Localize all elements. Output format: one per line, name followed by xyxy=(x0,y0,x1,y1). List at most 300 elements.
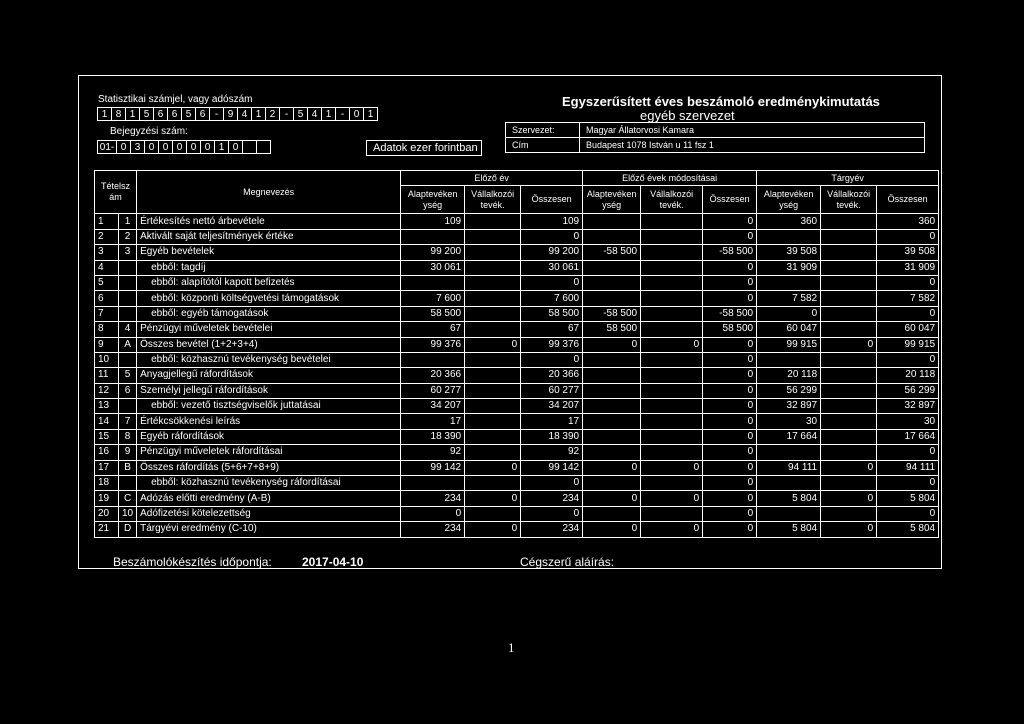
value-cell: 32 897 xyxy=(877,399,939,414)
registration-label: Bejegyzési szám: xyxy=(110,126,188,137)
value-cell: 99 200 xyxy=(401,245,465,260)
value-cell: 109 xyxy=(401,214,465,229)
table-row xyxy=(95,260,939,275)
value-cell: 60 277 xyxy=(521,383,583,398)
digit-box: 0 xyxy=(228,140,243,154)
subheader-business-activity: Vállalkozói tevék. xyxy=(641,186,703,214)
digit-box: 0 xyxy=(200,140,215,154)
value-cell xyxy=(821,275,877,290)
row-code xyxy=(119,352,137,367)
value-cell: 34 207 xyxy=(521,399,583,414)
table-row xyxy=(95,245,939,260)
value-cell: 234 xyxy=(401,491,465,506)
value-cell: 34 207 xyxy=(401,399,465,414)
row-description: Összes bevétel (1+2+3+4) xyxy=(137,337,401,352)
row-code: 7 xyxy=(119,414,137,429)
value-cell xyxy=(465,275,521,290)
row-description: Aktivált saját teljesítmények értéke xyxy=(137,229,401,244)
value-cell: 7 582 xyxy=(757,291,821,306)
value-cell xyxy=(757,445,821,460)
value-cell: 0 xyxy=(703,460,757,475)
digit-box xyxy=(256,140,271,154)
value-cell: 39 508 xyxy=(877,245,939,260)
value-cell: 5 804 xyxy=(877,522,939,537)
value-cell: 31 909 xyxy=(757,260,821,275)
value-cell xyxy=(465,245,521,260)
value-cell: 0 xyxy=(703,383,757,398)
table-row xyxy=(95,460,939,475)
value-cell xyxy=(401,352,465,367)
value-cell: 18 390 xyxy=(401,429,465,444)
value-cell: 0 xyxy=(703,399,757,414)
value-cell xyxy=(465,368,521,383)
value-cell xyxy=(821,476,877,491)
row-description: Személyi jellegű ráfordítások xyxy=(137,383,401,398)
value-cell: 0 xyxy=(703,275,757,290)
value-cell xyxy=(465,306,521,321)
row-description: Összes ráfordítás (5+6+7+8+9) xyxy=(137,460,401,475)
date-label: Beszámolókészítés időpontja: xyxy=(113,555,272,569)
value-cell xyxy=(465,229,521,244)
value-cell: 0 xyxy=(703,229,757,244)
value-cell: 7 582 xyxy=(877,291,939,306)
value-cell xyxy=(583,260,641,275)
row-code: 9 xyxy=(119,445,137,460)
row-number: 1 xyxy=(95,214,119,229)
value-cell: 94 111 xyxy=(877,460,939,475)
value-cell: 0 xyxy=(703,476,757,491)
value-cell xyxy=(641,476,703,491)
date-value: 2017-04-10 xyxy=(302,555,364,569)
value-cell: 60 047 xyxy=(757,322,821,337)
value-cell: 5 804 xyxy=(757,491,821,506)
row-number: 17 xyxy=(95,460,119,475)
digit-box: 1 xyxy=(214,140,229,154)
value-cell: 0 xyxy=(641,491,703,506)
digit-box: 6 xyxy=(153,107,168,121)
value-cell: 56 299 xyxy=(757,383,821,398)
digit-box: 9 xyxy=(223,107,238,121)
table-row xyxy=(95,229,939,244)
value-cell: 0 xyxy=(877,476,939,491)
value-cell: 0 xyxy=(877,229,939,244)
value-cell: 0 xyxy=(703,260,757,275)
value-cell: 60 047 xyxy=(877,322,939,337)
value-cell: 0 xyxy=(821,460,877,475)
row-description: Adózás előtti eredmény (A-B) xyxy=(137,491,401,506)
row-code xyxy=(119,476,137,491)
value-cell: 99 142 xyxy=(521,460,583,475)
digit-box: 0 xyxy=(349,107,364,121)
table-row xyxy=(95,383,939,398)
table-row xyxy=(95,506,939,521)
value-cell: 0 xyxy=(703,337,757,352)
value-cell: 58 500 xyxy=(703,322,757,337)
value-cell: 0 xyxy=(465,337,521,352)
row-code: 10 xyxy=(119,506,137,521)
row-code xyxy=(119,291,137,306)
row-number: 14 xyxy=(95,414,119,429)
row-code: B xyxy=(119,460,137,475)
address-value: Budapest 1078 István u 11 fsz 1 xyxy=(586,140,714,150)
value-cell: 109 xyxy=(521,214,583,229)
value-cell: 0 xyxy=(521,506,583,521)
value-cell xyxy=(401,275,465,290)
value-cell: 0 xyxy=(583,491,641,506)
digit-box: 4 xyxy=(307,107,322,121)
value-cell: 0 xyxy=(641,460,703,475)
header-item-number: Tételsz ám xyxy=(95,171,137,214)
digit-box: 4 xyxy=(237,107,252,121)
value-cell xyxy=(821,445,877,460)
value-cell xyxy=(641,275,703,290)
digit-box: 5 xyxy=(139,107,154,121)
value-cell xyxy=(757,229,821,244)
value-cell xyxy=(583,368,641,383)
digit-box: 5 xyxy=(293,107,308,121)
table-row xyxy=(95,429,939,444)
value-cell: 92 xyxy=(401,445,465,460)
row-number: 4 xyxy=(95,260,119,275)
row-description: Egyéb ráfordítások xyxy=(137,429,401,444)
row-description: ebből: tagdíj xyxy=(137,260,401,275)
organization-row xyxy=(505,122,925,138)
value-cell: 0 xyxy=(465,522,521,537)
value-cell xyxy=(401,476,465,491)
value-cell: 94 111 xyxy=(757,460,821,475)
value-cell: 0 xyxy=(877,275,939,290)
value-cell xyxy=(821,245,877,260)
value-cell xyxy=(465,399,521,414)
unit-label: Adatok ezer forintban xyxy=(366,140,482,156)
value-cell: 0 xyxy=(821,491,877,506)
signature-label: Cégszerű aláírás: xyxy=(520,555,615,569)
value-cell xyxy=(583,429,641,444)
subheader-core-activity: Alaptevéken ység xyxy=(583,186,641,214)
value-cell: 5 804 xyxy=(877,491,939,506)
row-number: 13 xyxy=(95,399,119,414)
value-cell: 0 xyxy=(521,476,583,491)
value-cell xyxy=(757,275,821,290)
value-cell xyxy=(821,214,877,229)
value-cell xyxy=(583,399,641,414)
value-cell xyxy=(583,414,641,429)
value-cell xyxy=(641,245,703,260)
digit-box: 1 xyxy=(363,107,378,121)
value-cell: 99 915 xyxy=(877,337,939,352)
subheader-total: Összesen xyxy=(877,186,939,214)
digit-box: 01- xyxy=(97,140,117,154)
organization-value: Magyar Állatorvosi Kamara xyxy=(586,125,695,135)
value-cell xyxy=(583,445,641,460)
value-cell: 0 xyxy=(703,368,757,383)
table-row xyxy=(95,214,939,229)
value-cell xyxy=(757,476,821,491)
row-description: Pénzügyi műveletek ráfordításai xyxy=(137,445,401,460)
row-description: ebből: közhasznú tevékenység bevételei xyxy=(137,352,401,367)
value-cell: 5 804 xyxy=(757,522,821,537)
table-row xyxy=(95,322,939,337)
value-cell xyxy=(821,414,877,429)
value-cell xyxy=(641,229,703,244)
address-row xyxy=(505,137,925,153)
value-cell: 30 xyxy=(877,414,939,429)
value-cell xyxy=(465,352,521,367)
value-cell xyxy=(641,383,703,398)
value-cell: 0 xyxy=(521,352,583,367)
value-cell xyxy=(401,229,465,244)
value-cell xyxy=(583,229,641,244)
value-cell: 39 508 xyxy=(757,245,821,260)
value-cell xyxy=(465,506,521,521)
stat-number-digits xyxy=(98,107,378,121)
subheader-business-activity: Vállalkozói tevék. xyxy=(821,186,877,214)
value-cell: 0 xyxy=(703,414,757,429)
row-code: C xyxy=(119,491,137,506)
value-cell: 0 xyxy=(521,229,583,244)
digit-box: 3 xyxy=(130,140,145,154)
header-description: Megnevezés xyxy=(137,171,401,214)
value-cell: -58 500 xyxy=(583,245,641,260)
row-code xyxy=(119,260,137,275)
value-cell xyxy=(821,229,877,244)
table-row xyxy=(95,522,939,537)
value-cell xyxy=(583,214,641,229)
value-cell: 0 xyxy=(641,337,703,352)
value-cell: 99 376 xyxy=(521,337,583,352)
table-row xyxy=(95,491,939,506)
value-cell xyxy=(583,506,641,521)
row-description: Egyéb bevételek xyxy=(137,245,401,260)
value-cell: 58 500 xyxy=(521,306,583,321)
row-number: 16 xyxy=(95,445,119,460)
row-code xyxy=(119,399,137,414)
value-cell xyxy=(583,352,641,367)
digit-box: 8 xyxy=(111,107,126,121)
value-cell xyxy=(465,445,521,460)
value-cell: 0 xyxy=(465,460,521,475)
value-cell: 0 xyxy=(703,522,757,537)
value-cell: 18 390 xyxy=(521,429,583,444)
value-cell: 234 xyxy=(401,522,465,537)
header-current-year: Tárgyév xyxy=(757,171,939,186)
table-row xyxy=(95,368,939,383)
value-cell xyxy=(821,322,877,337)
value-cell xyxy=(641,506,703,521)
value-cell: 234 xyxy=(521,522,583,537)
table-row xyxy=(95,414,939,429)
value-cell: 30 061 xyxy=(521,260,583,275)
row-number: 5 xyxy=(95,275,119,290)
row-code: 6 xyxy=(119,383,137,398)
table-row xyxy=(95,399,939,414)
subheader-core-activity: Alaptevéken ység xyxy=(401,186,465,214)
value-cell xyxy=(641,399,703,414)
page-number: 1 xyxy=(508,640,515,655)
row-number: 21 xyxy=(95,522,119,537)
value-cell xyxy=(465,383,521,398)
digit-box: 1 xyxy=(251,107,266,121)
row-number: 11 xyxy=(95,368,119,383)
value-cell: 0 xyxy=(821,522,877,537)
value-cell: 30 061 xyxy=(401,260,465,275)
value-cell: 56 299 xyxy=(877,383,939,398)
value-cell xyxy=(465,414,521,429)
value-cell: 17 664 xyxy=(877,429,939,444)
value-cell: 0 xyxy=(401,506,465,521)
row-number: 2 xyxy=(95,229,119,244)
row-code: A xyxy=(119,337,137,352)
digit-box: 0 xyxy=(144,140,159,154)
value-cell: 0 xyxy=(703,445,757,460)
value-cell xyxy=(465,260,521,275)
digit-box: 1 xyxy=(97,107,112,121)
value-cell: 0 xyxy=(703,491,757,506)
organization-info xyxy=(505,123,925,153)
digit-box: 0 xyxy=(116,140,131,154)
value-cell xyxy=(821,506,877,521)
value-cell xyxy=(641,306,703,321)
row-code xyxy=(119,306,137,321)
digit-box: 1 xyxy=(125,107,140,121)
value-cell xyxy=(583,383,641,398)
digit-box: - xyxy=(279,107,294,121)
value-cell: 0 xyxy=(583,522,641,537)
table-row xyxy=(95,476,939,491)
value-cell: 0 xyxy=(877,506,939,521)
value-cell: 67 xyxy=(521,322,583,337)
row-number: 7 xyxy=(95,306,119,321)
value-cell: 0 xyxy=(583,460,641,475)
value-cell: 99 200 xyxy=(521,245,583,260)
table-row xyxy=(95,337,939,352)
value-cell: 30 xyxy=(757,414,821,429)
row-code: 3 xyxy=(119,245,137,260)
value-cell xyxy=(641,414,703,429)
value-cell: 0 xyxy=(703,291,757,306)
value-cell: 17 xyxy=(401,414,465,429)
value-cell xyxy=(583,275,641,290)
row-description: Tárgyévi eredmény (C-10) xyxy=(137,522,401,537)
value-cell: 0 xyxy=(703,214,757,229)
value-cell: 0 xyxy=(877,445,939,460)
row-code: 8 xyxy=(119,429,137,444)
value-cell xyxy=(821,291,877,306)
digit-box: 2 xyxy=(265,107,280,121)
row-number: 6 xyxy=(95,291,119,306)
address-key: Cím xyxy=(506,138,580,152)
value-cell: -58 500 xyxy=(583,306,641,321)
row-number: 15 xyxy=(95,429,119,444)
value-cell xyxy=(821,306,877,321)
digit-box: 1 xyxy=(321,107,336,121)
value-cell: 17 664 xyxy=(757,429,821,444)
value-cell xyxy=(583,476,641,491)
value-cell: 67 xyxy=(401,322,465,337)
value-cell xyxy=(821,399,877,414)
value-cell: 7 600 xyxy=(401,291,465,306)
subheader-total: Összesen xyxy=(703,186,757,214)
value-cell: 99 915 xyxy=(757,337,821,352)
stat-number-label: Statisztikai számjel, vagy adószám xyxy=(98,94,253,105)
value-cell: 7 600 xyxy=(521,291,583,306)
value-cell: 20 366 xyxy=(401,368,465,383)
digit-box: 0 xyxy=(172,140,187,154)
value-cell: 0 xyxy=(521,275,583,290)
value-cell: 20 118 xyxy=(757,368,821,383)
value-cell: 234 xyxy=(521,491,583,506)
digit-box: 5 xyxy=(181,107,196,121)
header-previous-year: Előző év xyxy=(401,171,583,186)
row-description: Értékcsökkenési leírás xyxy=(137,414,401,429)
value-cell: 0 xyxy=(703,429,757,444)
value-cell: 17 xyxy=(521,414,583,429)
digit-box: - xyxy=(335,107,350,121)
row-description: Értékesítés nettó árbevétele xyxy=(137,214,401,229)
value-cell xyxy=(821,429,877,444)
row-number: 8 xyxy=(95,322,119,337)
table-row xyxy=(95,291,939,306)
digit-box: 0 xyxy=(186,140,201,154)
row-number: 20 xyxy=(95,506,119,521)
value-cell: 99 142 xyxy=(401,460,465,475)
digit-box: - xyxy=(209,107,224,121)
registration-digits xyxy=(98,140,271,154)
value-cell xyxy=(465,322,521,337)
row-description: ebből: központi költségvetési támogatások xyxy=(137,291,401,306)
digit-box: 0 xyxy=(158,140,173,154)
table-row xyxy=(95,445,939,460)
row-code: 2 xyxy=(119,229,137,244)
value-cell: -58 500 xyxy=(703,306,757,321)
row-description: ebből: vezető tisztségviselők juttatásai xyxy=(137,399,401,414)
value-cell xyxy=(465,291,521,306)
value-cell: 20 366 xyxy=(521,368,583,383)
digit-box xyxy=(242,140,257,154)
row-description: ebből: egyéb támogatások xyxy=(137,306,401,321)
value-cell xyxy=(821,383,877,398)
table-row xyxy=(95,306,939,321)
row-code: 4 xyxy=(119,322,137,337)
value-cell xyxy=(465,429,521,444)
row-number: 9 xyxy=(95,337,119,352)
value-cell xyxy=(465,476,521,491)
value-cell xyxy=(641,352,703,367)
row-code: 1 xyxy=(119,214,137,229)
value-cell: 60 277 xyxy=(401,383,465,398)
row-number: 19 xyxy=(95,491,119,506)
row-number: 18 xyxy=(95,476,119,491)
row-description: ebből: alapítótól kapott befizetés xyxy=(137,275,401,290)
value-cell xyxy=(465,214,521,229)
value-cell: 360 xyxy=(877,214,939,229)
value-cell: 20 118 xyxy=(877,368,939,383)
value-cell: 0 xyxy=(821,337,877,352)
value-cell: 0 xyxy=(703,352,757,367)
subheader-core-activity: Alaptevéken ység xyxy=(757,186,821,214)
header-previous-adjustments: Előző évek módosításai xyxy=(583,171,757,186)
row-number: 10 xyxy=(95,352,119,367)
value-cell: 99 376 xyxy=(401,337,465,352)
value-cell: 0 xyxy=(583,337,641,352)
value-cell: 31 909 xyxy=(877,260,939,275)
value-cell xyxy=(641,368,703,383)
value-cell: 0 xyxy=(465,491,521,506)
organization-key: Szervezet: xyxy=(506,123,580,137)
value-cell: 0 xyxy=(877,306,939,321)
row-description: Pénzügyi műveletek bevételei xyxy=(137,322,401,337)
row-description: Anyagjellegű ráfordítások xyxy=(137,368,401,383)
